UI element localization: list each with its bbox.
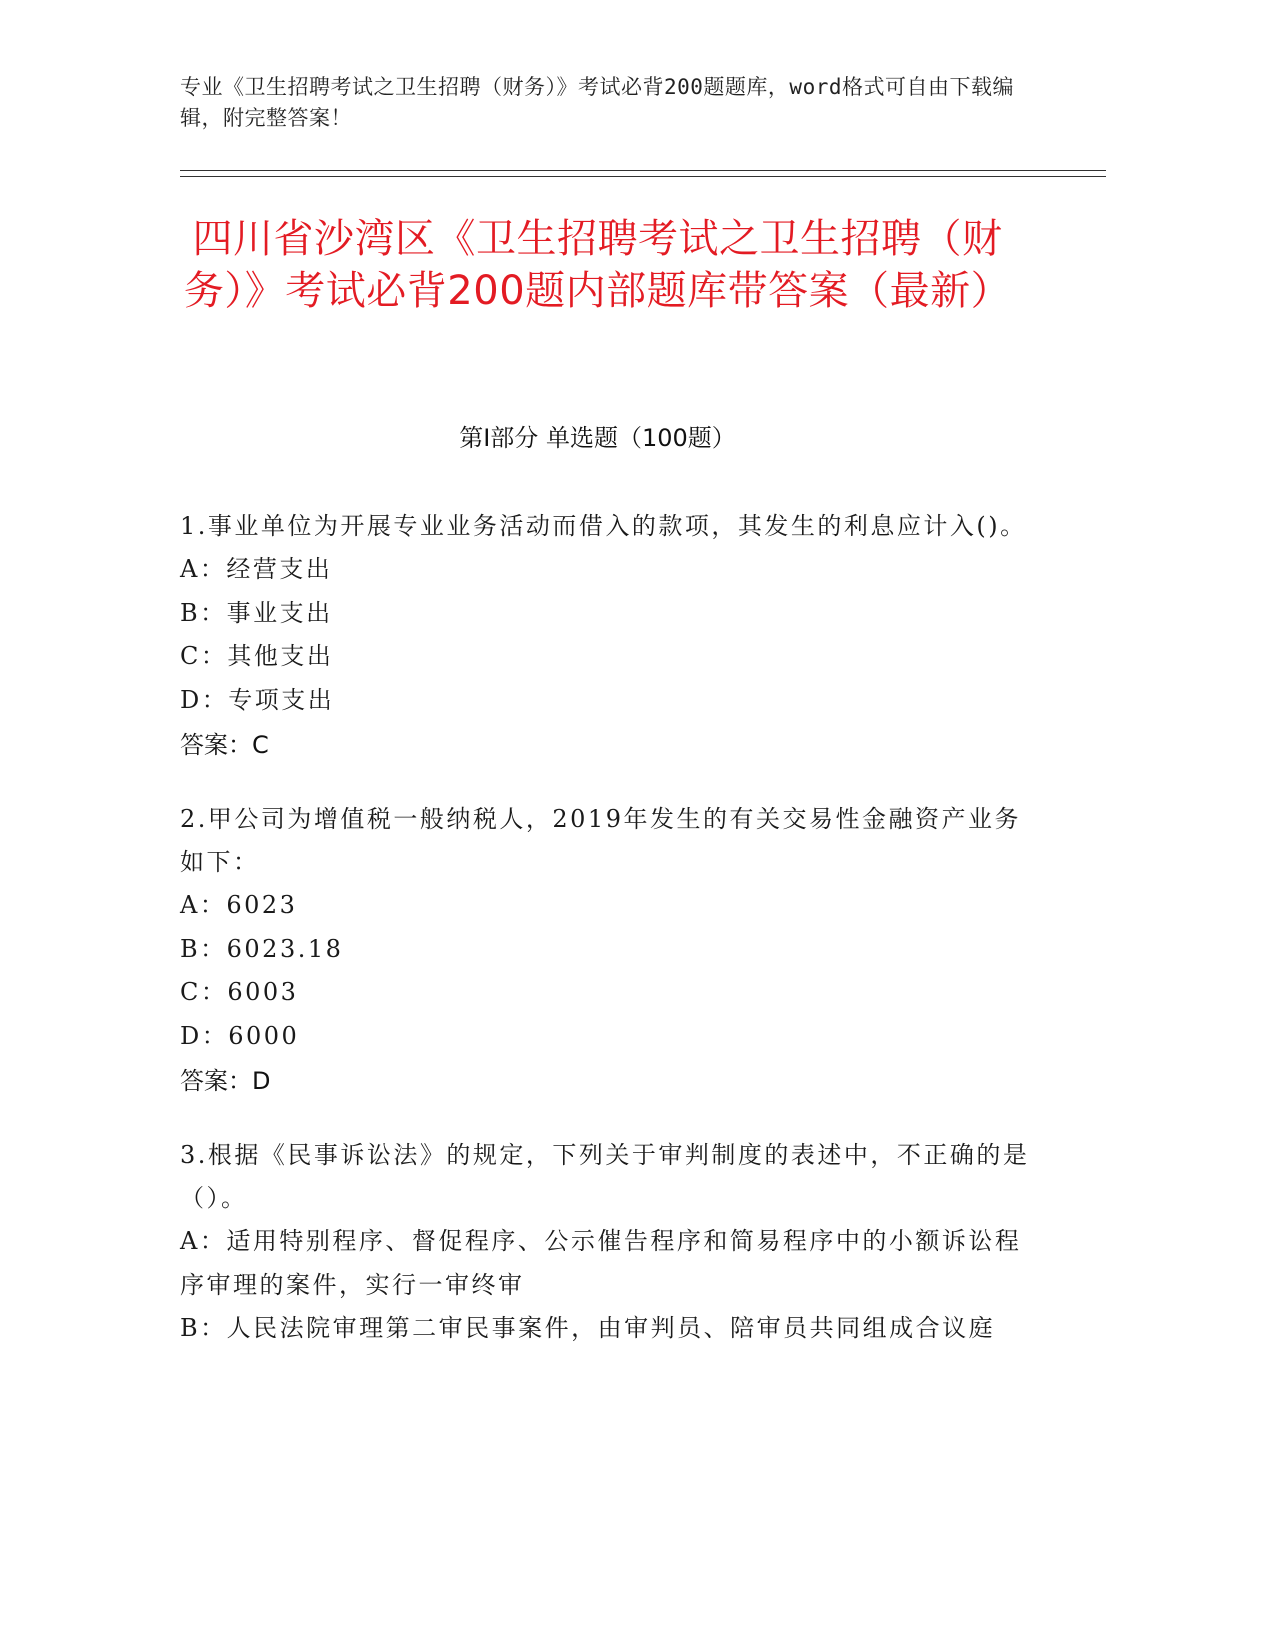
header-divider-top <box>180 170 1106 171</box>
question-stem: 2.甲公司为增值税一般纳税人，2019年发生的有关交易性金融资产业务如下： <box>180 805 1021 876</box>
option-b: B：6023.18 <box>180 934 344 963</box>
question-1 <box>180 505 1040 768</box>
header-divider-bottom <box>180 176 1106 177</box>
option-c: C：6003 <box>180 978 299 1006</box>
header-note: 专业《卫生招聘考试之卫生招聘（财务）》考试必背200题题库，word格式可自由下载编辑，附完整答案！ <box>180 75 1014 130</box>
question-stem: 1.事业单位为开展专业业务活动而借入的款项，其发生的利息应计入()。 <box>180 512 1027 540</box>
option-c: C：其他支出 <box>180 642 334 670</box>
option-d: D：专项支出 <box>180 685 335 714</box>
option-a: A：经营支出 <box>180 555 333 583</box>
question-list <box>180 505 1040 1381</box>
option-b: B：事业支出 <box>180 598 333 627</box>
question-stem: 3.根据《民事诉讼法》的规定，下列关于审判制度的表述中，不正确的是（）。 <box>180 1141 1030 1212</box>
option-a: A：适用特别程序、督促程序、公示催告程序和简易程序中的小额诉讼程序审理的案件，实行一审终审 <box>180 1227 1022 1299</box>
question-2 <box>180 798 1040 1104</box>
option-d: D：6000 <box>180 1021 300 1050</box>
answer: 答案：C <box>180 731 269 759</box>
document-title: 四川省沙湾区《卫生招聘考试之卫生招聘（财务）》考试必背200题内部题库带答案（最新） <box>183 216 1012 314</box>
option-b: B：人民法院审理第二审民事案件，由审判员、陪审员共同组成合议庭 <box>180 1314 996 1342</box>
option-a: A：6023 <box>180 891 298 919</box>
section-heading: 第I部分 单选题（100题） <box>459 424 736 452</box>
question-3 <box>180 1134 1040 1351</box>
answer: 答案：D <box>180 1067 271 1095</box>
